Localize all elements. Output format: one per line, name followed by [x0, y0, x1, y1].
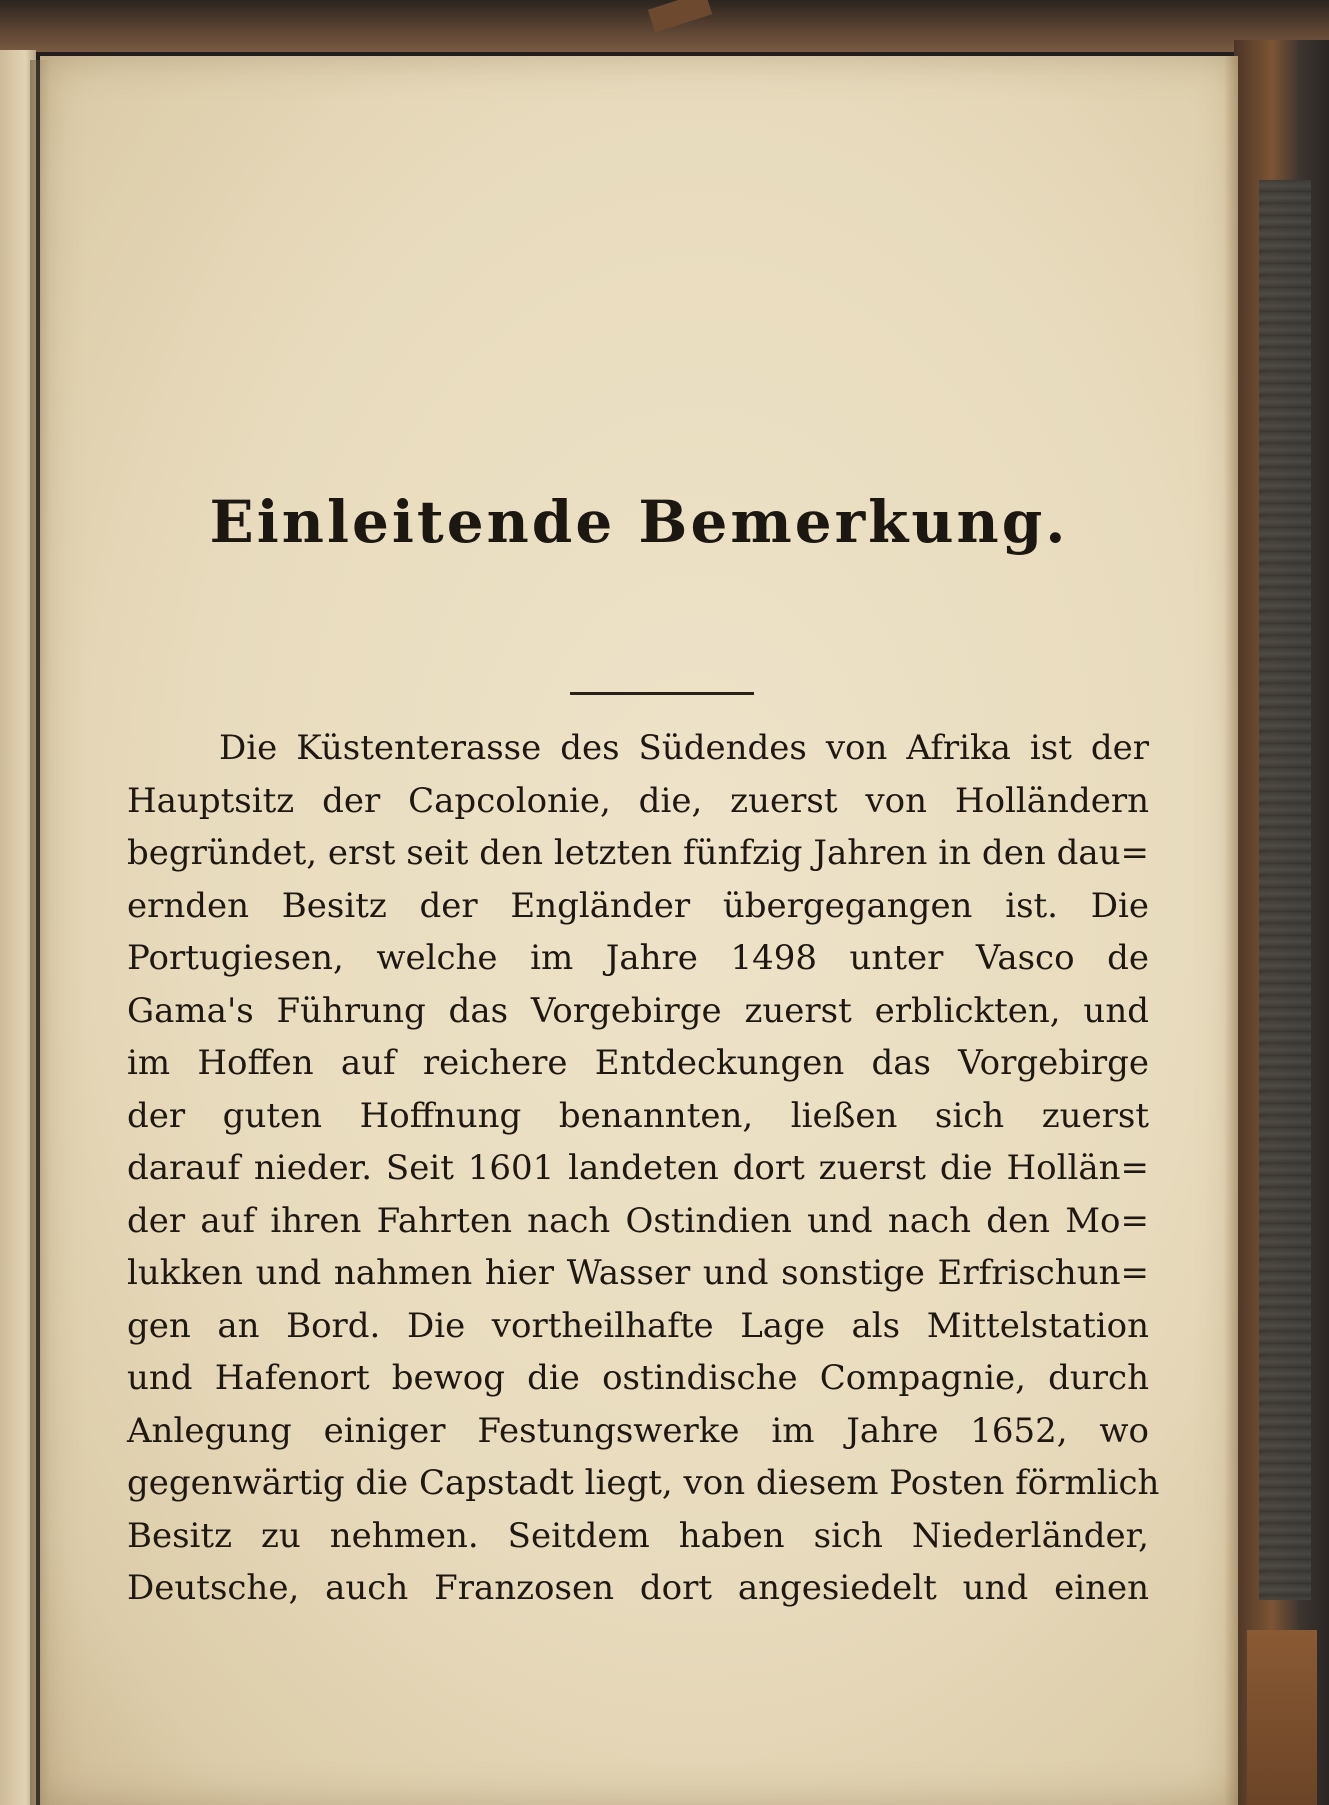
page-title: Einleitende Bemerkung.	[209, 488, 1069, 556]
text-line: Besitz zu nehmen. Seitdem haben sich Niederländer,	[127, 1515, 1149, 1556]
text-line: der auf ihren Fahrten nach Ostindien und nach den Mo=	[127, 1200, 1149, 1241]
title-rule	[570, 692, 754, 695]
text-line: im Hoffen auf reichere Entdeckungen das Vorgebirge	[127, 1043, 1149, 1083]
book-cover-leather-corner	[1247, 1630, 1317, 1805]
text-line: und Hafenort bewog die ostindische Compagnie, durch	[127, 1358, 1149, 1398]
page-edge-shadow	[1224, 56, 1238, 1805]
text-line: darauf nieder. Seit 1601 landeten dort zuerst die Hollän=	[127, 1148, 1149, 1188]
text-line: Hauptsitz der Capcolonie, die, zuerst von Holländern	[127, 780, 1149, 821]
text-line: Gama's Führung das Vorgebirge zuerst erblickten, und	[127, 990, 1149, 1031]
text-line: der guten Hoffnung benannten, ließen sich zuerst	[127, 1095, 1149, 1136]
text-line: Die Küstenterasse des Südendes von Afrika ist der	[219, 728, 1149, 768]
text-line: lukken und nahmen hier Wasser und sonstige Erfrischun=	[127, 1253, 1149, 1293]
binding-gutter	[30, 60, 50, 1805]
text-line: Anlegung einiger Festungswerke im Jahre 1652, wo	[127, 1410, 1149, 1451]
text-line: begründet, erst seit den letzten fünfzig Jahren in den dau=	[127, 833, 1149, 873]
body-paragraph	[127, 722, 1160, 1615]
text-line: gen an Bord. Die vortheilhafte Lage als Mittelstation	[127, 1305, 1149, 1346]
text-line: Portugiesen, welche im Jahre 1498 unter Vasco de	[127, 938, 1149, 978]
text-line: gegenwärtig die Capstadt liegt, von diesem Posten förmlich	[127, 1463, 1160, 1503]
book-spine-cloth	[1259, 180, 1311, 1600]
text-line: Deutsche, auch Franzosen dort angesiedelt und einen	[127, 1568, 1149, 1608]
text-line: ernden Besitz der Engländer übergegangen ist. Die	[127, 885, 1149, 926]
